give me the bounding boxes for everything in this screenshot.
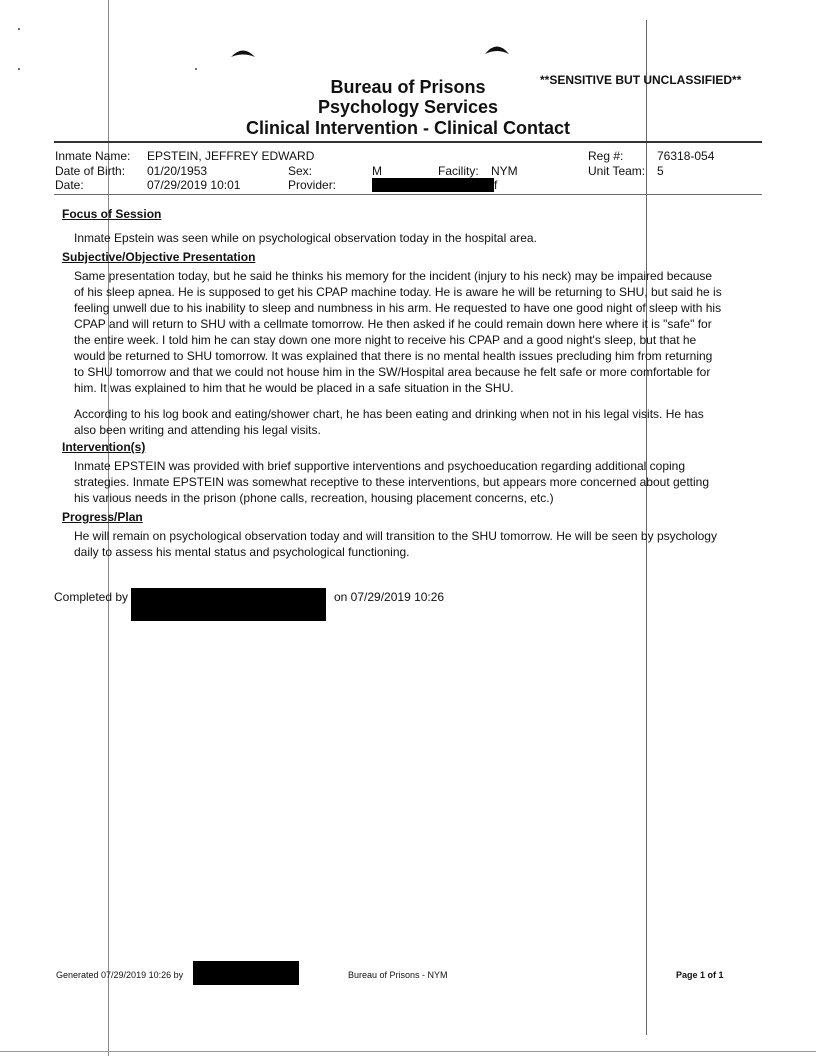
focus-heading: Focus of Session <box>62 207 162 221</box>
reg-value: 76318-054 <box>657 149 715 163</box>
punch-mark-icon <box>482 39 512 57</box>
unit-team-value: 5 <box>657 164 664 178</box>
classification-banner: **SENSITIVE BUT UNCLASSIFIED** <box>540 73 742 87</box>
subjective-heading: Subjective/Objective Presentation <box>62 250 256 264</box>
subjective-paragraph-2: According to his log book and eating/shower chart, he has been eating and drinking when not in his legal visits. He has also been writing and attending his legal visits. <box>74 407 704 437</box>
sex-value: M <box>372 164 382 178</box>
provider-label: Provider: <box>288 178 337 192</box>
bottom-edge-rule <box>0 1051 816 1052</box>
footer-page: Page 1 of 1 <box>676 970 724 980</box>
inmate-name-value: EPSTEIN, JEFFREY EDWARD <box>147 149 315 163</box>
reg-label: Reg #: <box>588 149 624 163</box>
sex-label: Sex: <box>288 164 313 178</box>
scan-speck <box>195 68 197 70</box>
header-rule <box>54 141 762 143</box>
footer-generated-redaction <box>193 961 299 985</box>
footer-center: Bureau of Prisons - NYM <box>348 970 448 980</box>
provider-redaction <box>372 178 494 192</box>
punch-mark-icon <box>228 44 258 60</box>
footer-generated: Generated 07/29/2019 10:26 by <box>56 970 184 980</box>
focus-text: Inmate Epstein was seen while on psychological observation today in the hospital area. <box>74 231 537 245</box>
completed-by-label: Completed by <box>54 590 129 604</box>
scan-speck <box>18 68 20 70</box>
intervention-text: Inmate EPSTEIN was provided with brief supportive interventions and psychoeducation regarding additional coping strategies. Inmate EPSTEIN was somewhat receptive to these interventions, but appears more concerned about getting his various needs in the prison (phone calls, recreation, housing placement concerns, etc.) <box>74 459 710 505</box>
completed-by-redaction <box>131 588 326 621</box>
provider-visible-fragment: f <box>494 178 498 192</box>
header-bottom-rule <box>54 194 762 195</box>
date-label: Date: <box>55 178 84 192</box>
dob-label: Date of Birth: <box>55 164 126 178</box>
title-department: Psychology Services <box>317 97 499 117</box>
title-form: Clinical Intervention - Clinical Contact <box>245 118 571 138</box>
completed-on-text: on 07/29/2019 10:26 <box>334 590 445 604</box>
facility-label: Facility: <box>438 164 479 178</box>
unit-team-label: Unit Team: <box>588 164 646 178</box>
inmate-name-label: Inmate Name: <box>55 149 131 163</box>
facility-value: NYM <box>491 164 518 178</box>
title-agency: Bureau of Prisons <box>330 77 486 97</box>
scan-speck <box>18 28 20 30</box>
date-value: 07/29/2019 10:01 <box>147 178 241 192</box>
intervention-heading: Intervention(s) <box>62 440 146 454</box>
dob-value: 01/20/1953 <box>147 164 208 178</box>
progress-heading: Progress/Plan <box>62 510 143 524</box>
subjective-paragraph-1: Same presentation today, but he said he thinks his memory for the incident (injury to his neck) may be impaired because of his sleep apnea. He is supposed to get his CPAP machine today. He is aware he will be returning to SHU, but said he is feeling unwell due to his inability to sleep and numbness in his arm. He requested to have one good night of sleep with his CPAP and will return to SHU with a cellmate tomorrow. He then asked if he could remain down here where it is "safe" for the entire week. I told him he can stay down one more night to receive his CPAP and a good night's sleep, but that he would be returned to SHU tomorrow. It was explained that there is no mental health issues precluding him from returning to SHU tomorrow and that we could not house him in the SW/Hospital area because he felt safe or more comfortable for him. It was explained to him that he would be placed in a safe situation in the SHU. <box>74 269 722 395</box>
progress-text: He will remain on psychological observation today and will transition to the SHU tomorrow. He will be seen by psychology daily to assess his mental status and psychological functioning. <box>74 529 717 559</box>
